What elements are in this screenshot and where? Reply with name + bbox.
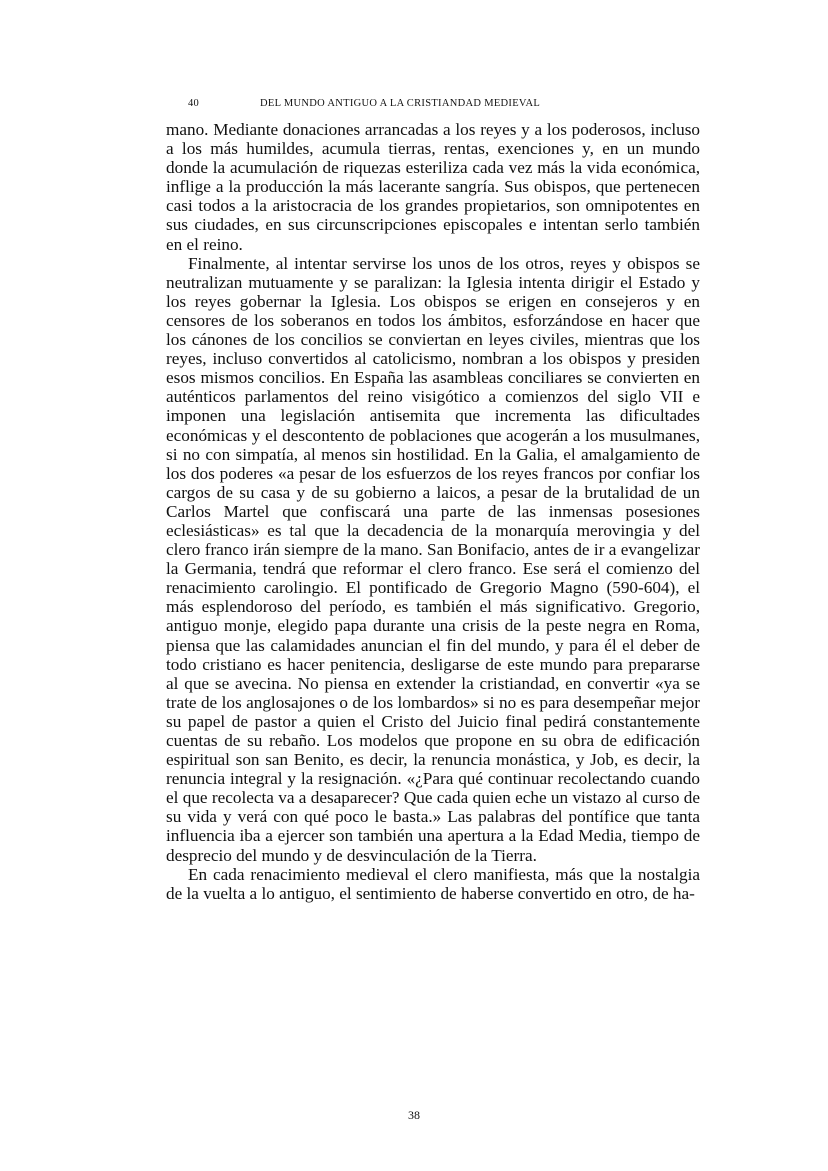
paragraph-continuation: mano. Mediante donaciones arrancadas a los reyes y a los poderosos, incluso a los más humildes, acumula tierras, rentas, exenciones y, en un mundo donde la acumulación de riquezas esteriliza cada vez más la vida económica, inflige a la producción la más lacerante sangría. Sus obispos, que pertenecen casi todos a la aristocracia de los grandes propietarios, son omnipotentes en sus ciudades, en sus circunscripciones episcopales e intentan serlo también en el reino. (166, 120, 700, 254)
page-folio: 38 (408, 1108, 420, 1122)
running-header (170, 98, 700, 114)
paragraph-renacimiento: En cada renacimiento medieval el clero manifiesta, más que la nostalgia de la vuelta a lo antiguo, el sentimiento de haberse convertido en otro, de ha- (166, 864, 700, 903)
header-page-number: 40 (188, 98, 200, 109)
paragraph-finalmente: Finalmente, al intentar servirse los unos de los otros, reyes y obispos se neutralizan mutuamente y se paralizan: la Iglesia intenta dirigir el Estado y los reyes gobernar la Iglesia. Los obispos se erigen en consejeros y en censores de los soberanos en todos los ámbitos, esforzándose en hacer que los cánones de los concilios se conviertan en leyes civiles, mientras que los reyes, incluso convertidos al catolicismo, nombran a los obispos y presiden esos mismos concilios. En España las asambleas conciliares se convierten en auténticos parlamentos del reino visigótico a comienzos del siglo VII e imponen una legislación antisemita que incrementa las dificultades económicas y el descontento de poblaciones que acogerán a los musulmanes, si no con simpatía, al menos sin hostilidad. En la Galia, el amalgamiento de los dos poderes «a pesar de los esfuerzos de los reyes francos por confiar los cargos de su casa y de su gobierno a laicos, a pesar de la brutalidad de un Carlos Martel que confiscará una parte de las inmensas posesiones eclesiásticas» es tal que la decadencia de la monarquía merovingia y del clero franco irán siempre de la mano. San Bonifacio, antes de ir a evangelizar la Germania, tendrá que reformar el clero franco. Ese será el comienzo del renacimiento carolingio. El pontificado de Gregorio Magno (590-604), el más esplendoroso del período, es también el más significativo. Gregorio, antiguo monje, elegido papa durante una crisis de la peste negra en Roma, piensa que las calamidades anuncian el fin del mundo, y para él el deber de todo cristiano es hacer penitencia, desligarse de este mundo para prepararse al que se avecina. No piensa en extender la cristiandad, en convertir «ya se trate de los anglosajones o de los lombardos» si no es para desempeñar mejor su papel de pastor a quien el Cristo del Juicio final pedirá constantemente cuentas de su rebaño. Los modelos que propone en su obra de edificación espiritual son san Benito, es decir, la renuncia monástica, y Job, es decir, la renuncia integral y la resignación. «¿Para qué continuar recolectando cuando el que recolecta va a desaparecer? Que cada quien eche un vistazo al curso de su vida y verá con qué poco le basta.» Las palabras del pontífice que tanta influencia iba a ejercer son también una apertura a la Edad Media, tiempo de desprecio del mundo y de desvinculación de la Tierra. (166, 253, 700, 865)
running-title: DEL MUNDO ANTIGUO A LA CRISTIANDAD MEDIEVAL (260, 98, 541, 109)
body-text (166, 120, 700, 903)
